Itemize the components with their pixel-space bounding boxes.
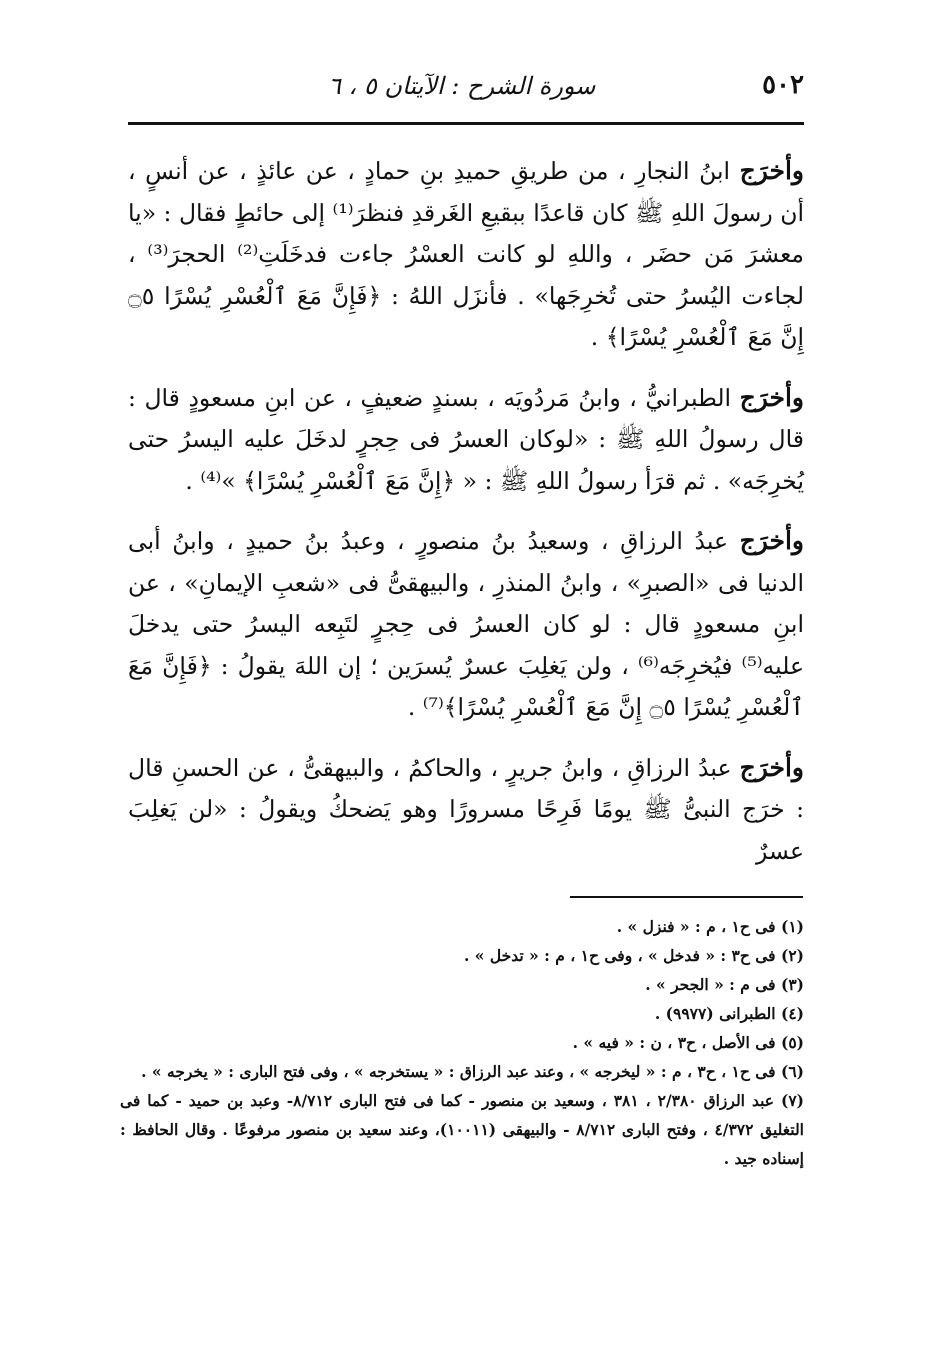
footnote: (٧) عبد الرزاق ٢/٣٨٠ ، ٣٨١ ، وسعيد بن منصور - كما فى فتح البارى ٨/٧١٢- وعبد بن حميد - كما فى التغليق ٤/٣٧٢ ، وفتح البارى ٨/٧١٢ - والبيهقى (١٠٠١١)، وعند سعيد بن منصور مرفوعًا . وقال الحافظ : إسناده جيد .: [120, 1091, 805, 1168]
footnote: (٣) فى م : « الجحر » .: [645, 975, 804, 994]
main-text: [128, 150, 804, 890]
paragraph-text: عبدُ الرزاقِ ، وابنُ جريرٍ ، والحاكمُ ، والبيهقىُّ ، عن الحسنِ قال : خرَج النبىُّ ﷺ يومًا فَرِحًا مسرورًا وهو يَضحكُ ويقولُ : «لن يَغلِبَ عسرٌ: [128, 753, 804, 865]
paragraph-text: ابنُ النجارِ ، من طريقِ حميدِ بنِ حمادٍ ، عن عائذٍ ، عن أنسٍ ، أن رسولَ اللهِ ﷺ كان قاعدًا ببقيعِ الغَرقدِ فنظرَ⁽¹⁾ إلى حائطٍ فقال : «يا معشرَ مَن حضَر ، واللهِ لو كانت العسْرُ جاءت فدخَلَتِ⁽²⁾ الحجرَ⁽³⁾ ، لجاءت اليُسرُ حتى تُخرِجَها» . فأنزَل اللهُ : ﴿فَإِنَّ مَعَ ٱلْعُسْرِ يُسْرًا ۝٥ إِنَّ مَعَ ٱلْعُسْرِ يُسْرًا﴾ .: [128, 157, 804, 351]
page-number: ٥٠٢: [762, 70, 804, 100]
paragraph-text: الطبرانيُّ ، وابنُ مَردُويَه ، بسندٍ ضعيفٍ ، عن ابنِ مسعودٍ قال : قال رسولُ اللهِ ﷺ : «لوكان العسرُ فى حِجرٍ لدخَلَ عليه اليسرُ حتى يُخرِجَه» . ثم قرَأ رسولُ اللهِ ﷺ : « ﴿إِنَّ مَعَ ٱلْعُسْرِ يُسْرًا﴾ »⁽⁴⁾ .: [128, 383, 804, 495]
footnote: (٢) فى ح٣ : « فدخل » ، وفى ح١ ، م : « تدخل » .: [464, 946, 804, 965]
paragraph-lead: وأخرَج: [739, 526, 804, 555]
paragraph-lead: وأخرَج: [739, 382, 804, 412]
paragraph-text: عبدُ الرزاقِ ، وسعيدُ بنُ منصورٍ ، وعبدُ بنُ حميدٍ ، وابنُ أبى الدنيا فى «الصبرِ» ، وابنُ المنذرِ ، والبيهقىُّ فى «شعبِ الإيمانِ» ، عن ابنِ مسعودٍ قال : لو كان العسرُ فى حِجرٍ لتَبِعه اليسرُ حتى يدخلَ عليه⁽⁵⁾ فيُخرِجَه⁽⁶⁾ ، ولن يَغلِبَ عسرٌ يُسرَين ؛ إن اللهَ يقولُ : ﴿فَإِنَّ مَعَ ٱلْعُسْرِ يُسْرًا ۝٥ إِنَّ مَعَ ٱلْعُسْرِ يُسْرًا﴾⁽⁷⁾ .: [128, 527, 804, 721]
paragraph-lead: وأخرَج: [739, 752, 804, 782]
footnote: (٥) فى الأصل ، ح٣ ، ن : « فيه » .: [572, 1033, 804, 1052]
running-title: سورة الشرح : الآيتان ٥ ، ٦: [328, 72, 596, 100]
footnote: (٦) فى ح١ ، ح٣ ، م : « ليخرجه » ، وعند عبد الرزاق : « يستخرجه » ، وفى فتح البارى : « يخرجه » .: [141, 1062, 804, 1081]
paragraph: [128, 150, 804, 359]
paragraph: [128, 747, 804, 873]
paragraph: [128, 520, 804, 729]
header-divider: [128, 122, 804, 125]
footnote: (١) فى ح١ ، م : « فنزل » .: [616, 917, 804, 936]
paragraph-lead: وأخرَج: [739, 156, 804, 185]
footnote: (٤) الطبرانى (٩٩٧٧) .: [654, 1004, 804, 1023]
footnote-divider: [570, 896, 803, 898]
paragraph: [128, 377, 804, 503]
page-header: [128, 70, 804, 114]
footnotes: [120, 912, 804, 1173]
